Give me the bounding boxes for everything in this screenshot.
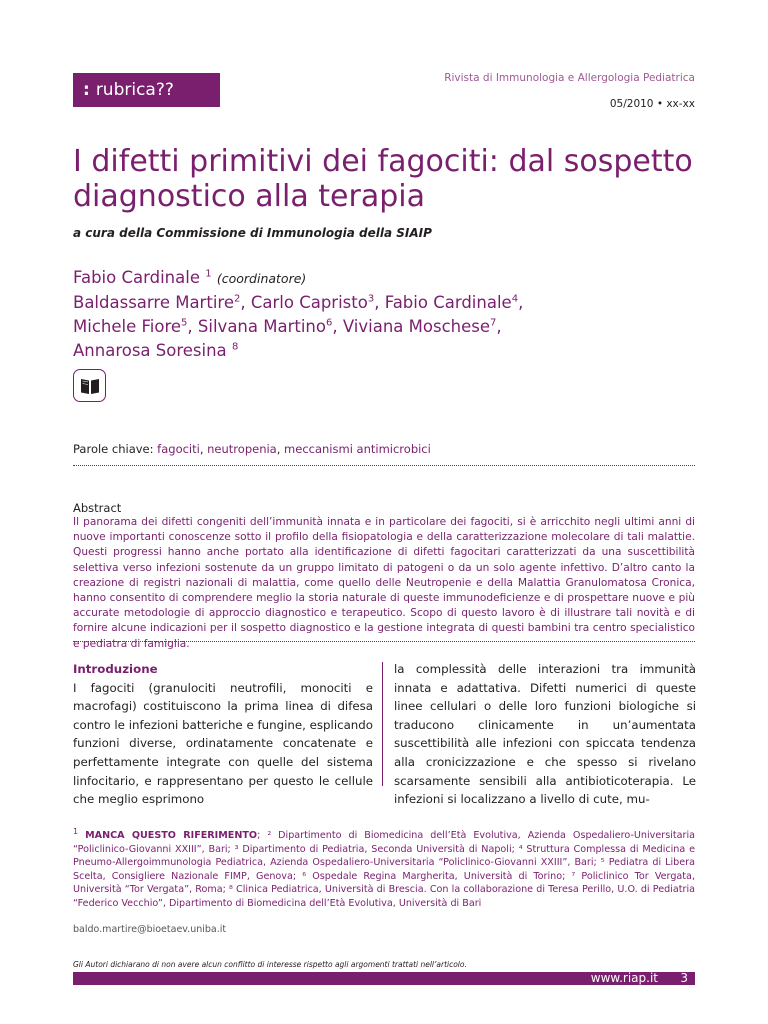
author-name: Michele Fiore: [73, 317, 182, 336]
author-list: [73, 266, 713, 363]
missing-reference: MANCA QUESTO RIFERIMENTO: [85, 830, 258, 842]
author-line-2: Baldassarre Martire$^2$, Carlo Capristo$^3$, Fabio Cardinale$^4$,: [73, 293, 524, 312]
rubrica-colon: :: [83, 80, 90, 100]
keywords: Parole chiave: fagociti, neutropenia, meccanismi antimicrobici: [73, 442, 431, 456]
keyword[interactable]: neutropenia: [207, 442, 277, 456]
keywords-label: Parole chiave:: [73, 442, 154, 456]
author-sup: 5: [181, 317, 188, 329]
footnote-sup: 1: [73, 827, 79, 836]
issue-info: 05/2010 • xx-xx: [609, 98, 695, 110]
author-sup: 1: [205, 268, 212, 280]
book-icon[interactable]: [73, 369, 106, 402]
contact-email[interactable]: baldo.martire@bioetaev.uniba.it: [73, 924, 227, 935]
author-sup: 6: [325, 317, 333, 329]
conflict-statement: Gli Autori dichiarano di non avere alcun conflitto di interesse rispetto agli argomenti trattati nell’articolo.: [73, 960, 467, 969]
author-sup: 4: [511, 293, 519, 305]
section-heading: Introduzione: [73, 662, 158, 676]
rubrica-badge: [73, 73, 220, 107]
rubrica-label: rubrica??: [95, 80, 174, 100]
footer-site-link[interactable]: www.riap.it: [590, 971, 658, 985]
author-name: Carlo Capristo: [250, 293, 368, 312]
abstract-label: Abstract: [73, 501, 122, 515]
keyword[interactable]: meccanismi antimicrobici: [284, 442, 431, 456]
author-line-4: [73, 339, 713, 363]
keyword[interactable]: fagociti: [157, 442, 200, 456]
author-name: Viviana Moschese: [342, 317, 490, 336]
affiliations-footnote: [73, 825, 695, 910]
author-sup: 7: [490, 317, 497, 329]
author-name: Fabio Cardinale: [384, 293, 512, 312]
abstract-divider: [73, 641, 695, 642]
author-line-3: Michele Fiore$^5$, Silvana Martino$^6$, Viviana Moschese$^7$,: [73, 317, 502, 336]
author-name: Fabio Cardinale: [73, 268, 200, 287]
author-role: (coordinatore): [216, 271, 307, 286]
author-sup: 8: [231, 341, 239, 353]
keywords-divider: [73, 465, 695, 466]
column-divider: [382, 662, 383, 786]
page-number: 3: [680, 971, 688, 985]
body-paragraph: la complessità delle interazioni tra immunità innata e adattativa. Difetti numerici di queste linee cellulari o delle loro funzioni biologiche si traducono clinicamente in un’aumentata suscettibilità alle infezioni con spiccata tendenza alla cronicizzazione e che spesso si rivelano scarsamente sensibili alla antibioticoterapia. Le infezioni si localizzano a livello di cute, mu-: [394, 662, 696, 807]
author-name: Baldassarre Martire: [73, 293, 234, 312]
author-line-1: [73, 266, 713, 291]
article-subtitle: a cura della Commissione di Immunologia della SIAIP: [73, 226, 432, 240]
body-column-left: [73, 660, 373, 809]
book-icon-glyph: [80, 377, 100, 395]
author-name: Annarosa Soresina: [73, 341, 227, 360]
author-sup: 3: [367, 293, 375, 305]
abstract-text: Il panorama dei difetti congeniti dell’immunità innata e in particolare dei fagociti, si è arricchito negli ultimi anni di nuove importanti conoscenze sotto il profilo della fisiopatologia e della caratterizzazione molecolare di tali malattie. Questi progressi hanno anche portato alla identificazione di difetti fagocitari caratterizzati da una suscettibilità selettiva verso infezioni sostenute da un gruppo limitato di patogeni o da un solo agente infettivo. D’altro canto la creazione di registri nazionali di malattia, come quello delle Neutropenie e della Malattia Granulomatosa Cronica, hanno consentito di comprendere meglio la storia naturale di queste immunodeficienze e di prospettare nuove e più accurate metodologie di approccio diagnostico e terapeutico. Scopo di questo lavoro è di illustrare tali novità e di fornire alcune indicazioni per il sospetto diagnostico e la gestione integrata di questi bambini tra centro specialistico e pediatra di famiglia.: [73, 516, 695, 650]
article-title: I difetti primitivi dei fagociti: dal sospetto diagnostico alla terapia: [73, 144, 693, 214]
author-sup: 2: [233, 293, 241, 305]
journal-name: Rivista di Immunologia e Allergologia Pediatrica: [444, 72, 695, 84]
body-column-right: [394, 660, 696, 809]
affiliations-text: ; ² Dipartimento di Biomedicina dell’Età Evolutiva, Azienda Ospedaliero-Universitaria “Policlinico-Giovanni XXIII”, Bari; ³ Dipartimento di Pediatria, Seconda Università di Napoli; ⁴ Struttura Complessa di Medicina e Pneumo-Allergoimmunologia Pediatrica, Azienda Ospedaliero-Universitaria “Policlinico-Giovanni XXIII”, Bari; ⁵ Pediatra di Libera Scelta, Consigliere Nazionale FIMP, Genova; ⁶ Ospedale Regina Margherita, Università di Torino; ⁷ Policlinico Tor Vergata, Università “Tor Vergata”, Roma; ⁸ Clinica Pediatrica, Università di Brescia. Con la collaborazione di Teresa Perillo, U.O. di Pediatria “Federico Vecchio”, Dipartimento di Biomedicina dell’Età Evolutiva, Università di Bari: [73, 830, 695, 909]
body-paragraph: I fagociti (granulociti neutrofili, monociti e macrofagi) costituiscono la prima linea di difesa contro le infezioni batteriche e fungine, esplicando funzioni diverse, ordinatamente concatenate e perfettamente integrate con quelle del sistema linfocitario, e rappresentano per questo le cellule che meglio esprimono: [73, 680, 373, 807]
author-name: Silvana Martino: [197, 317, 326, 336]
